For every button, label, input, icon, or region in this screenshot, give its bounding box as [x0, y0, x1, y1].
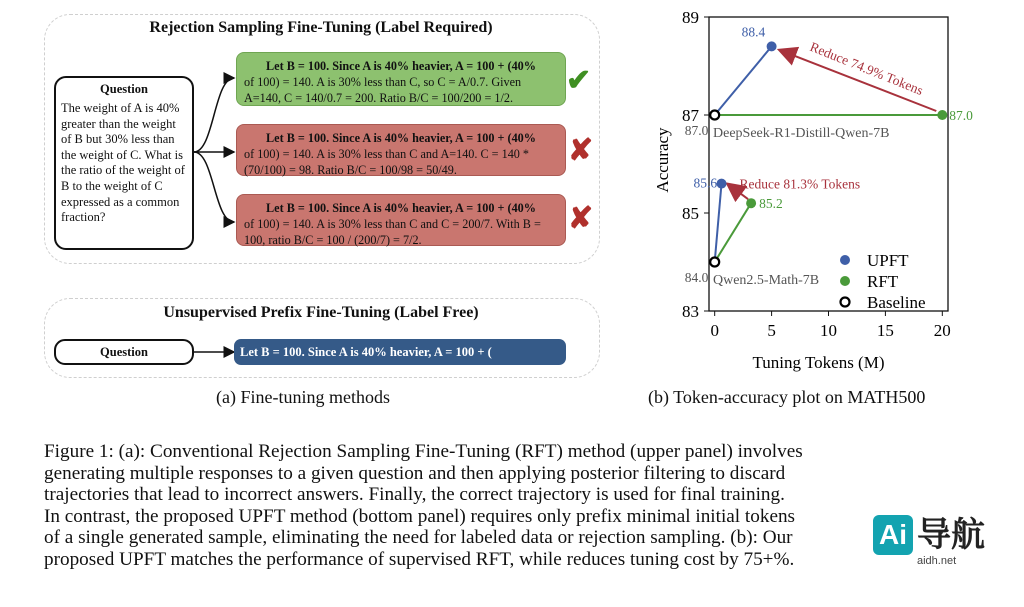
rft-point-label: 87.0 [949, 108, 973, 123]
caption-line: trajectories that lead to incorrect answers. Finally, the correct trajectory is used for final training. [44, 484, 785, 506]
x-tick-label: 15 [876, 321, 894, 340]
upft-point [767, 41, 777, 51]
watermark [873, 515, 997, 575]
upft-question-box: Question [54, 339, 194, 365]
reduce-label-top: Reduce 74.9% Tokens [807, 39, 926, 98]
watermark-logo: Ai [873, 515, 913, 555]
response-wrong-2 [236, 194, 566, 246]
caption-a: (a) Fine-tuning methods [216, 387, 390, 407]
upft-point-label: 85.6 [693, 175, 718, 191]
x-tick-label: 20 [933, 321, 951, 340]
response-lead: Let B = 100. Since A is 40% heavier, A = 100 + (40% [266, 59, 536, 73]
rft-point [746, 198, 756, 208]
legend-label: Baseline [867, 293, 926, 312]
cross-icon: ✘ [568, 202, 594, 235]
branch-arrow-3 [194, 152, 234, 222]
legend-label: UPFT [867, 251, 909, 270]
y-tick-label: 87 [682, 106, 699, 125]
rft-point [937, 110, 947, 120]
response-lead: Let B = 100. Since A is 40% heavier, A = 100 + (40% [266, 131, 536, 145]
watermark-url: aidh.net [917, 555, 957, 567]
upft-line-top [715, 46, 772, 115]
response-body: of 100) = 140. A is 30% less than C and C = 200/7. With B = 100, ratio B/C = 100 / (200/7) = 7/2. [244, 217, 541, 247]
baseline-point [710, 111, 719, 120]
watermark-text: 导航 [917, 515, 985, 555]
y-tick-label: 85 [682, 204, 699, 223]
upft-line-bottom [715, 184, 722, 262]
figure-caption [44, 441, 984, 571]
caption-line: proposed UPFT matches the performance of supervised RFT, while reduces tuning cost by 75+%. [44, 548, 795, 570]
response-wrong-1 [236, 124, 566, 176]
model-label-top: DeepSeek-R1-Distill-Qwen-7B [713, 126, 890, 141]
caption-line: of a single generated sample, eliminating the need for labeled data or rejection sampling. (b): Our [44, 527, 793, 549]
prefix-bar: Let B = 100. Since A is 40% heavier, A = 100 + ( [234, 339, 566, 365]
caption-line: generating multiple responses to a given question and then applying posterior filtering to discard [44, 462, 786, 484]
check-icon: ✔ [566, 64, 592, 97]
token-accuracy-chart [620, 0, 1024, 420]
x-tick-label: 10 [820, 321, 837, 340]
caption-line: Figure 1: (a): Conventional Rejection Sampling Fine-Tuning (RFT) method (upper panel) involves [44, 441, 803, 462]
question-title: Question [100, 82, 148, 96]
legend-label: RFT [867, 272, 899, 291]
rft-line-bottom [715, 203, 751, 262]
reduce-label-bottom: Reduce 81.3% Tokens [739, 176, 861, 192]
upft-panel-title: Unsupervised Prefix Fine-Tuning (Label Free) [163, 304, 479, 321]
rft-point-label: 85.2 [759, 196, 783, 212]
question-text: The weight of A is 40% greater than the weight of B but 30% less than the weight of C. What is the ratio of the weight of B to the weight of C expressed as a common fraction? [61, 101, 185, 225]
y-axis-label: Accuracy [653, 127, 672, 193]
response-correct [236, 52, 566, 106]
legend-marker-upft [840, 255, 850, 265]
baseline-point [710, 258, 719, 267]
x-axis-label: Tuning Tokens (M) [752, 353, 885, 372]
caption-line: In contrast, the proposed UPFT method (bottom panel) requires only prefix minimal initial tokens [44, 505, 796, 527]
legend-marker-rft [840, 276, 850, 286]
x-tick-label: 5 [767, 321, 776, 340]
upft-point [717, 179, 727, 189]
response-body: of 100) = 140. A is 30% less than C and A=140. C = 140 * (70/100) = 98. Ratio B/C = 100/98 = 50/49. [244, 147, 530, 177]
baseline-point-label: 84.0 [684, 270, 709, 285]
upft-point-label: 88.4 [741, 24, 766, 40]
x-tick-label: 0 [710, 321, 719, 340]
cross-icon: ✘ [568, 134, 594, 167]
y-tick-label: 83 [682, 302, 699, 321]
response-lead: Let B = 100. Since A is 40% heavier, A = 100 + (40% [266, 201, 536, 215]
legend-marker-baseline [841, 298, 850, 307]
y-tick-label: 89 [682, 8, 699, 27]
baseline-point-label: 87.0 [684, 123, 709, 138]
model-label-bottom: Qwen2.5-Math-7B [713, 273, 820, 288]
response-body: of 100) = 140. A is 30% less than C, so C = A/0.7. Given A=140, C = 140/0.7 = 200. Ratio B/C = 100/200 = 1/2. [244, 75, 522, 105]
branch-arrow-1 [194, 78, 234, 152]
rft-panel-title: Rejection Sampling Fine-Tuning (Label Required) [149, 19, 493, 36]
caption-b: (b) Token-accuracy plot on MATH500 [648, 387, 926, 407]
